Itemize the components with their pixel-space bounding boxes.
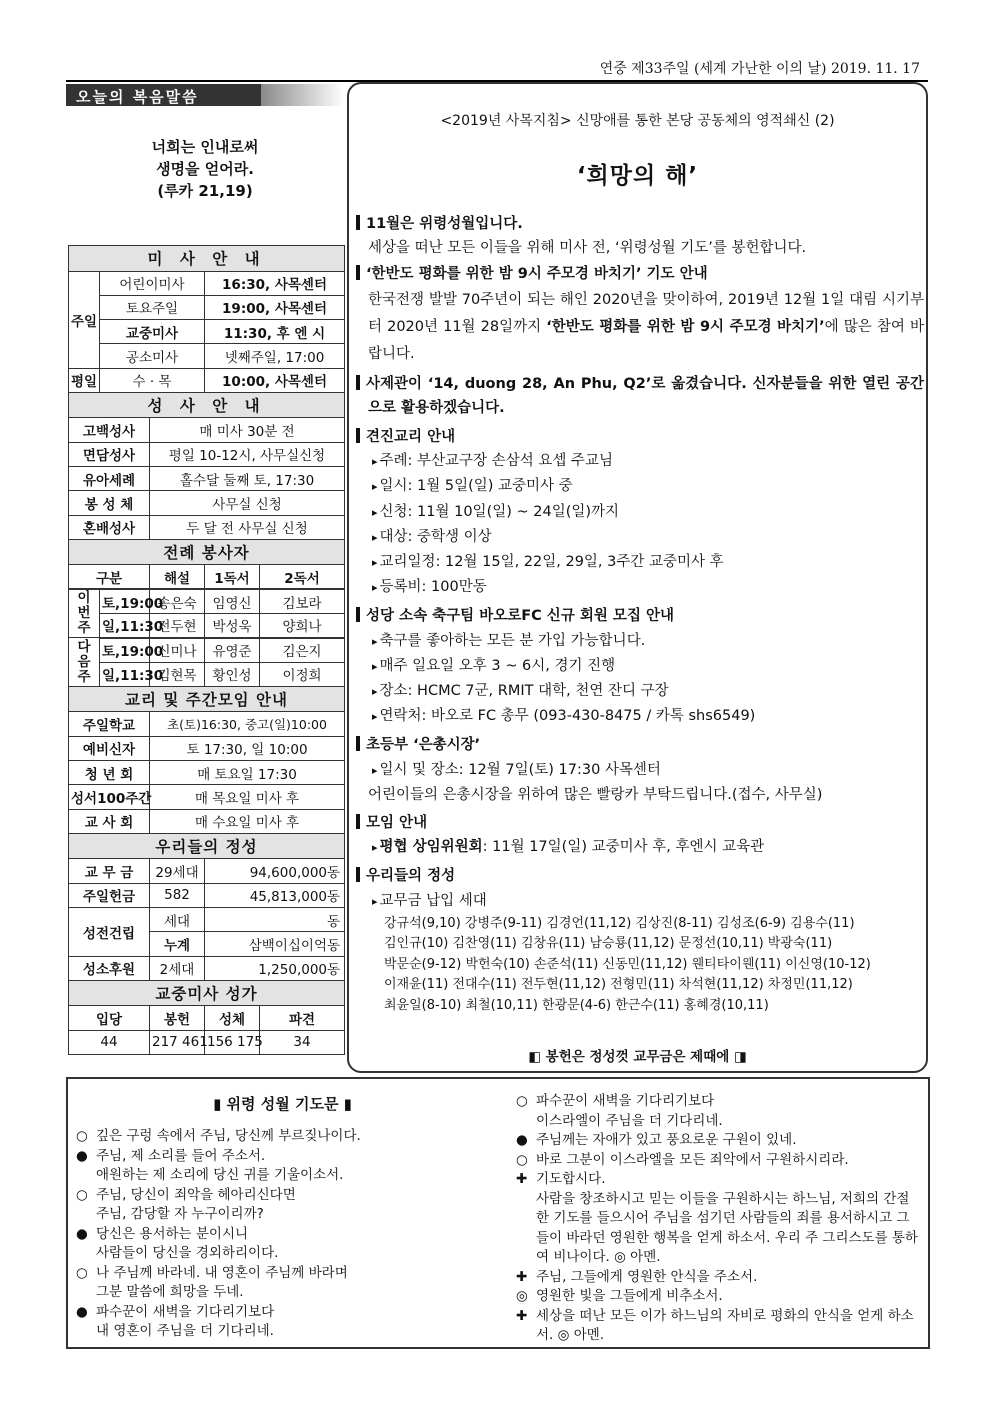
sacrament-value: 홀수달 둘째 토, 17:30: [150, 467, 345, 491]
notice-footer: ◧ 봉헌은 정성껏 교무금은 제때에 ◨: [528, 1049, 747, 1065]
prayer-line: [516, 1268, 921, 1288]
song-title: 교중미사 성가: [69, 980, 345, 1006]
prayer-text: 파수꾼이 새벽을 기다리기보다: [96, 1303, 275, 1320]
mass-name: 토요주일: [100, 295, 205, 319]
arrow-icon: ▸: [372, 505, 378, 519]
list-item: ▸ 주례: 부산교구장 손삼석 요셉 주교님: [372, 453, 613, 470]
prayer-symbol-icon: ○: [76, 1128, 88, 1144]
liturgy-title: 전례 봉사자: [69, 539, 345, 565]
building-fund-name: 성전건립: [69, 908, 150, 957]
prayer-symbol-icon: [76, 1322, 96, 1342]
prayer-symbol-icon: ○: [76, 1186, 88, 1203]
list-item: ▸ 축구를 좋아하는 모든 분 가입 가능합니다.: [372, 632, 646, 649]
bullet-mark-icon: [356, 736, 360, 751]
notice-section-heading: 사제관이 ‘14, duong 28, An Phu, Q2’로 옮겼습니다. 신자분들을 위한 열린 공간으로 활용하겠습니다.: [356, 372, 924, 420]
liturgy-cell: 토,19:00: [100, 589, 150, 613]
prayer-text: 사람들이 당신을 경외하리이다.: [96, 1245, 279, 1261]
prayer-text: 나 주님께 바라네. 내 영혼이 주님께 바라며: [96, 1264, 348, 1281]
mass-time: 10:00, 사목센터: [205, 368, 345, 392]
prayer-symbol-icon: [76, 1283, 96, 1303]
prayer-text: 애원하는 제 소리에 당신 귀를 기울이소서.: [96, 1167, 344, 1183]
notice-section-heading: 11월은 위령성월입니다.: [356, 212, 924, 236]
list-item: ▸ 연락처: 바오로 FC 총무 (093-430-8475 / 카톡 shs6549): [372, 708, 756, 725]
liturgy-cell: 양희나: [260, 614, 345, 638]
prayer-text: 내 영혼이 주님을 더 기다리네.: [96, 1323, 274, 1339]
liturgy-cell: 이정희: [260, 662, 345, 686]
prayer-line: [516, 1190, 921, 1268]
building-household-value: 동: [205, 908, 345, 932]
offering-count: 29세대: [150, 859, 205, 883]
prayer-line: [76, 1166, 501, 1186]
prayer-text: 세상을 떠난 모든 이가 하느님의 자비로 평화의 안식을 얻게 하소서. ◎ 아멘.: [536, 1307, 914, 1343]
prayer-symbol-icon: [76, 1166, 96, 1186]
prayer-symbol-icon: [76, 1205, 96, 1225]
mass-name: 교중미사: [100, 320, 205, 344]
donor-line: 김인규(10) 김찬영(11) 김창유(11) 남승룡(11,12) 문정선(10,11) 박광숙(11): [384, 936, 833, 952]
offering-count: 582: [150, 883, 205, 907]
catechism-value: 매 목요일 미사 후: [150, 785, 345, 809]
prayer-text: 주님, 감당할 자 누구이리까?: [96, 1206, 264, 1222]
prayer-text: 당신은 용서하는 분이시니: [96, 1225, 249, 1242]
liturgy-cell: 김현목: [150, 662, 205, 686]
arrow-icon: ▸: [372, 455, 378, 469]
notice-text: 어린이들의 은총시장을 위하여 많은 빨랑카 부탁드립니다.(접수, 사무실): [368, 786, 823, 803]
offering-title: 우리들의 정성: [69, 833, 345, 859]
support-name: 성소후원: [69, 956, 150, 980]
bullet-mark-icon: [356, 814, 360, 829]
list-item: ▸ 신청: 11월 10일(일) ~ 24일(일)까지: [372, 503, 620, 520]
prayer-symbol-icon: ●: [76, 1303, 88, 1320]
liturgy-header: 1독서: [205, 565, 260, 589]
offering-amount: 94,600,000동: [205, 859, 345, 883]
catechism-title: 교리 및 주간모임 안내: [69, 686, 345, 712]
bullet-mark-icon: [356, 265, 360, 280]
prayer-line: [76, 1127, 501, 1147]
mass-time: 19:00, 사목센터: [205, 295, 345, 319]
mass-name: 수 · 목: [100, 368, 205, 392]
song-value: 34: [260, 1030, 345, 1054]
notice-text: 세상을 떠난 모든 이들을 위해 미사 전, ‘위령성월 기도’를 봉헌합니다.: [368, 240, 807, 257]
mass-title: 미 사 안 내: [69, 246, 345, 272]
mass-name: 공소미사: [100, 344, 205, 368]
prayer-symbol-icon: ✚: [516, 1171, 528, 1187]
prayer-line: [76, 1303, 501, 1323]
catechism-value: 토 17:30, 일 10:00: [150, 736, 345, 760]
notice-section-heading: ‘한반도 평화를 위한 밤 9시 주모경 바치기’ 기도 안내: [356, 262, 924, 286]
mass-time: 넷째주일, 17:00: [205, 344, 345, 368]
prayer-text: 바로 그분이 이스라엘을 모든 죄악에서 구원하시리라.: [536, 1151, 849, 1168]
prayer-left-column: [76, 1127, 501, 1342]
sacrament-name: 면담성사: [69, 442, 150, 466]
gospel-banner-fade: [261, 84, 344, 106]
list-item: ▸ 교무금 납입 세대: [372, 892, 487, 909]
prayer-line: [76, 1225, 501, 1245]
mass-name: 어린이미사: [100, 271, 205, 295]
prayer-line: [76, 1205, 501, 1225]
prayer-symbol-icon: ○: [516, 1151, 528, 1168]
prayer-title: ▮ 위령 성월 기도문 ▮: [213, 1095, 352, 1113]
prayer-line: [516, 1112, 921, 1132]
sacrament-name: 혼배성사: [69, 515, 150, 539]
sacrament-name: 유아세례: [69, 467, 150, 491]
liturgy-cell: 신미나: [150, 638, 205, 662]
prayer-symbol-icon: [516, 1190, 536, 1268]
building-total-label: 누계: [150, 932, 205, 956]
next-week-label: 다음주: [69, 638, 100, 687]
prayer-line: [516, 1307, 921, 1346]
support-amount: 1,250,000동: [205, 956, 345, 980]
gospel-verse: [66, 136, 344, 202]
building-total-value: 삼백이십이억동: [205, 932, 345, 956]
offering-name: 주일헌금: [69, 883, 150, 907]
catechism-name: 성서100주간: [69, 785, 150, 809]
prayer-symbol-icon: ✚: [516, 1268, 528, 1285]
prayer-text: 이스라엘이 주님을 더 기다리네.: [536, 1112, 723, 1129]
liturgy-header: 2독서: [260, 565, 345, 589]
song-header: 파견: [260, 1006, 345, 1030]
song-value: 156 175: [205, 1030, 260, 1054]
arrow-icon: ▸: [372, 480, 378, 494]
sacrament-value: 매 미사 30분 전: [150, 418, 345, 442]
donor-names: [356, 914, 924, 1016]
donor-line: 박문순(9-12) 박헌숙(10) 손준석(11) 신동민(11,12) 웬티타이웬(11) 이신영(10-12): [384, 956, 871, 972]
mass-time: 16:30, 사목센터: [205, 271, 345, 295]
list-item: ▸ 일시 및 장소: 12월 7일(토) 17:30 사목센터: [372, 761, 661, 778]
list-item: ▸ 대상: 중학생 이상: [372, 528, 492, 545]
prayer-text: 기도합시다.: [536, 1171, 606, 1187]
bullet-mark-icon: [356, 428, 360, 443]
arrow-icon: ▸: [372, 634, 378, 648]
list-item: ▸ 등록비: 100만동: [372, 579, 487, 596]
arrow-icon: ▸: [372, 710, 378, 724]
offering-name: 교 무 금: [69, 859, 150, 883]
bullet-mark-icon: [356, 375, 360, 390]
prayer-line: [76, 1322, 501, 1342]
gospel-banner: [66, 84, 344, 106]
catechism-name: 주일학교: [69, 712, 150, 736]
liturgy-cell: 토,19:00: [100, 638, 150, 662]
arrow-icon: ▸: [372, 894, 378, 908]
prayer-symbol-icon: ○: [516, 1093, 528, 1109]
prayer-text: 주님, 그들에게 영원한 안식을 주소서.: [536, 1268, 758, 1285]
sacrament-value: 사무실 신청: [150, 491, 345, 515]
liturgy-cell: 박성욱: [205, 614, 260, 638]
catechism-value: 매 수요일 미사 후: [150, 809, 345, 833]
donor-line: 최윤일(8-10) 최철(10,11) 한광문(4-6) 한근수(11) 홍혜경(10,11): [384, 997, 769, 1013]
song-value: 217 461: [150, 1030, 205, 1054]
donor-line: 이재윤(11) 전대수(11) 전두현(11,12) 전형민(11) 차석현(11,12) 차정민(11,12): [384, 977, 853, 993]
prayer-text: 주님께는 자애가 있고 풍요로운 구원이 있네.: [536, 1132, 797, 1148]
liturgy-cell: 송은숙: [150, 589, 205, 613]
prayer-symbol-icon: ●: [76, 1225, 88, 1242]
prayer-line: [76, 1186, 501, 1206]
gospel-line-3: (루카 21,19): [157, 182, 253, 200]
prayer-line: [76, 1283, 501, 1303]
prayer-text: 주님, 당신이 죄악을 헤아리신다면: [96, 1186, 296, 1203]
prayer-symbol-icon: ●: [76, 1147, 88, 1164]
liturgy-cell: 일,11:30: [100, 614, 150, 638]
prayer-line: [516, 1170, 921, 1190]
arrow-icon: ▸: [372, 841, 378, 855]
gospel-line-2: 생명을 얻어라.: [156, 160, 254, 178]
prayer-symbol-icon: ◎: [516, 1288, 528, 1304]
mass-time: 11:30, 후 엔 시: [205, 320, 345, 344]
catechism-name: 청 년 회: [69, 761, 150, 785]
date-line: 연중 제33주일 (세계 가난한 이의 날) 2019. 11. 17: [599, 61, 920, 77]
song-value: 44: [69, 1030, 150, 1054]
catechism-value: 매 토요일 17:30: [150, 761, 345, 785]
prayer-symbol-icon: ✚: [516, 1307, 528, 1324]
this-week-label: 이번주: [69, 589, 100, 638]
offering-amount: 45,813,000동: [205, 883, 345, 907]
prayer-right-column: [516, 1092, 921, 1346]
sacrament-name: 봉 성 체: [69, 491, 150, 515]
arrow-icon: ▸: [372, 659, 378, 673]
prayer-symbol-icon: [516, 1112, 536, 1132]
prayer-symbol-icon: [76, 1244, 96, 1264]
arrow-icon: ▸: [372, 685, 378, 699]
prayer-line: [76, 1244, 501, 1264]
notice-section-heading: 견진교리 안내: [356, 425, 924, 449]
bullet-mark-icon: [356, 867, 360, 882]
prayer-text: 파수꾼이 새벽을 기다리기보다: [536, 1093, 715, 1109]
notice-section-heading: 우리들의 정성: [356, 864, 924, 888]
liturgy-cell: 김보라: [260, 589, 345, 613]
prayer-text: 그분 말씀에 희망을 두네.: [96, 1284, 244, 1300]
prayer-line: [516, 1131, 921, 1151]
notice-section-heading: 초등부 ‘은총시장’: [356, 733, 924, 757]
bullet-mark-icon: [356, 607, 360, 622]
prayer-symbol-icon: ○: [76, 1264, 88, 1281]
notice-body: [356, 212, 924, 1016]
liturgy-header: 구분: [69, 565, 150, 589]
song-header: 성체: [205, 1006, 260, 1030]
liturgy-cell: 김은지: [260, 638, 345, 662]
list-item: ▸ 평협 상임위원회: 11월 17일(일) 교중미사 후, 후엔시 교육관: [372, 839, 765, 856]
liturgy-cell: 일,11:30: [100, 662, 150, 686]
catechism-value: 초(토)16:30, 중고(일)10:00: [150, 712, 345, 736]
catechism-name: 교 사 회: [69, 809, 150, 833]
song-header: 봉헌: [150, 1006, 205, 1030]
sacrament-value: 평일 10-12시, 사무실신청: [150, 442, 345, 466]
list-item: ▸ 일시: 1월 5일(일) 교중미사 중: [372, 478, 573, 495]
notice-subtitle: <2019년 사목지침> 신망애를 통한 본당 공동체의 영적쇄신 (2): [440, 113, 835, 129]
bullet-mark-icon: [356, 215, 360, 230]
sunday-label: 주일: [69, 271, 100, 368]
notice-title: ‘희망의 해’: [576, 163, 699, 189]
prayer-text: 깊은 구렁 속에서 주님, 당신께 부르짖나이다.: [96, 1128, 361, 1144]
arrow-icon: ▸: [372, 763, 378, 777]
list-item: ▸ 매주 일요일 오후 3 ~ 6시, 경기 진행: [372, 657, 616, 674]
prayer-text: 영원한 빛을 그들에게 비추소서.: [536, 1288, 723, 1304]
donor-line: 강규석(9,10) 강병주(9-11) 김경언(11,12) 김상진(8-11) 김성조(6-9) 김용수(11): [384, 915, 855, 931]
building-household-label: 세대: [150, 908, 205, 932]
notice-section-heading: 성당 소속 축구팀 바오로FC 신규 회원 모집 안내: [356, 604, 924, 628]
prayer-line: [516, 1092, 921, 1112]
liturgy-cell: 전두현: [150, 614, 205, 638]
prayer-symbol-icon: ●: [516, 1132, 528, 1148]
song-header: 입당: [69, 1006, 150, 1030]
prayer-text: 사람을 창조하시고 믿는 이들을 구원하시는 하느님, 저희의 간절한 기도를 들으시어 주님을 섬기던 사람들의 죄를 용서하시고 그들이 바라던 영원한 행복을 얻게 하소서. 우리 주 그리스도를 통하여 비나이다. ◎ 아멘.: [536, 1190, 918, 1265]
arrow-icon: ▸: [372, 530, 378, 544]
liturgy-cell: 임영신: [205, 589, 260, 613]
list-item: ▸ 교리일정: 12월 15일, 22일, 29일, 3주간 교중미사 후: [372, 554, 724, 571]
sacrament-title: 성 사 안 내: [69, 392, 345, 418]
sacrament-name: 고백성사: [69, 418, 150, 442]
liturgy-header: 해설: [150, 565, 205, 589]
arrow-icon: ▸: [372, 581, 378, 595]
gospel-banner-label: 오늘의 복음말씀: [66, 84, 261, 106]
support-count: 2세대: [150, 956, 205, 980]
catechism-name: 예비신자: [69, 736, 150, 760]
notice-text: 한국전쟁 발발 70주년이 되는 해인 2020년을 맞이하여, 2019년 12월 1일 대림 시기부터 2020년 11월 28일까지 ‘한반도 평화를 위한 밤 9시 주모경 바치기’에 많은 참여 바랍니다.: [368, 291, 925, 362]
liturgy-cell: 유영준: [205, 638, 260, 662]
parish-info-table: [68, 245, 345, 1055]
prayer-text: 주님, 제 소리를 들어 주소서.: [96, 1147, 266, 1164]
prayer-line: [76, 1147, 501, 1167]
liturgy-cell: 황인성: [205, 662, 260, 686]
sacrament-value: 두 달 전 사무실 신청: [150, 515, 345, 539]
weekday-label: 평일: [69, 368, 100, 392]
prayer-line: [516, 1151, 921, 1171]
prayer-line: [516, 1287, 921, 1307]
arrow-icon: ▸: [372, 556, 378, 570]
gospel-line-1: 너희는 인내로써: [151, 138, 259, 156]
notice-section-heading: 모임 안내: [356, 811, 924, 835]
prayer-line: [76, 1264, 501, 1284]
list-item: ▸ 장소: HCMC 7군, RMIT 대학, 천연 잔디 구장: [372, 683, 669, 700]
